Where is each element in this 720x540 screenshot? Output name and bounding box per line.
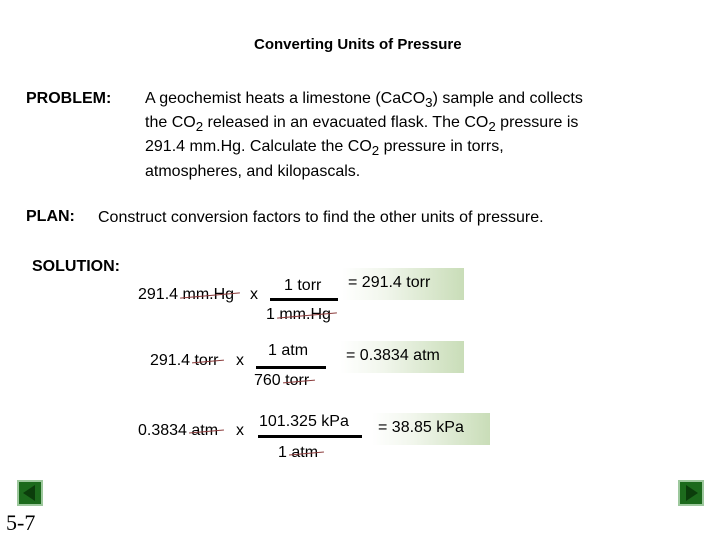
page-title: Converting Units of Pressure — [254, 36, 462, 53]
step-3-numerator: 101.325 kPa — [259, 413, 349, 430]
step-1-result: = 291.4 torr — [342, 268, 464, 300]
problem-line-4: atmospheres, and kilopascals. — [145, 162, 361, 180]
fraction-bar — [258, 435, 362, 438]
step-3-start: 0.3834 atm — [138, 422, 219, 439]
step-2-denominator: 760 torr — [254, 372, 310, 389]
previous-slide-button[interactable] — [17, 480, 43, 506]
cancelled-unit: atm — [191, 422, 219, 439]
problem-label: PROBLEM: — [26, 90, 112, 107]
problem-line-1: A geochemist heats a limestone (CaCO$_3$) sample and collects — [145, 90, 583, 111]
step-2-numerator: 1 atm — [268, 342, 309, 359]
cancelled-unit: atm — [291, 444, 319, 461]
problem-text — [145, 89, 665, 182]
step-2-times: x — [236, 352, 244, 369]
triangle-right-icon — [680, 482, 702, 504]
step-3-denominator: 1 atm — [278, 444, 319, 461]
triangle-left-icon — [19, 482, 41, 504]
cancelled-unit: mm.Hg — [182, 286, 235, 303]
step-1-denominator: 1 mm.Hg — [266, 306, 331, 323]
problem-line-3: 291.4 mm.Hg. Calculate the $CO_2$ pressure in torrs, — [145, 138, 504, 159]
step-2-result: = 0.3834 atm — [340, 341, 464, 373]
fraction-bar — [256, 366, 326, 369]
problem-line-2: the $CO_2$ released in an evacuated flask. The $CO_2$ pressure is — [145, 114, 579, 135]
step-1-numerator: 1 torr — [284, 277, 322, 294]
cancelled-unit: mm.Hg — [279, 306, 331, 323]
cancelled-unit: torr — [194, 352, 219, 369]
step-3-result: = 38.85 kPa — [372, 413, 490, 445]
step-3-times: x — [236, 422, 244, 439]
next-slide-button[interactable] — [678, 480, 704, 506]
plan-text: Construct conversion factors to find the other units of pressure. — [98, 209, 544, 226]
step-1-start: 291.4 mm.Hg — [138, 286, 235, 303]
plan-label: PLAN: — [26, 208, 75, 225]
page-number: 5-7 — [6, 510, 36, 535]
fraction-bar — [270, 298, 338, 301]
cancelled-unit: torr — [285, 372, 310, 389]
step-2-start: 291.4 torr — [150, 352, 219, 369]
step-1-times: x — [250, 286, 258, 303]
solution-label: SOLUTION: — [32, 258, 120, 275]
